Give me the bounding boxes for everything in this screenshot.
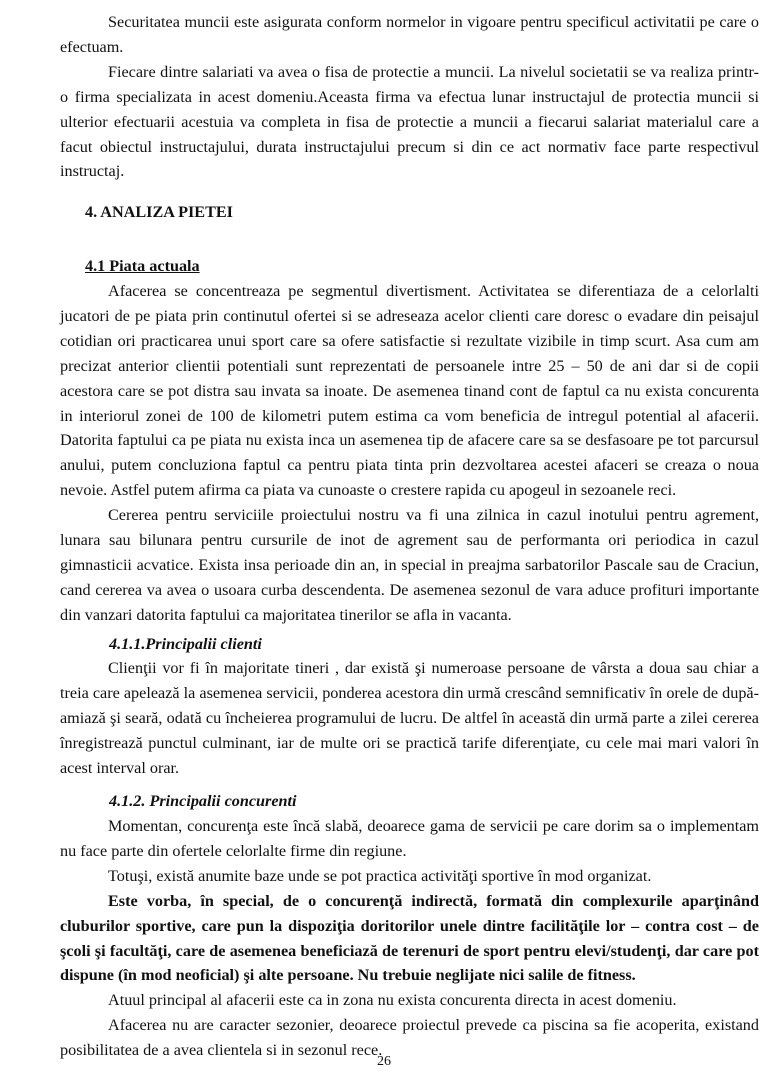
- paragraph-piata-2: Cererea pentru serviciile proiectului nostru va fi una zilnica in cazul inotului pentru agrement, lunara sau bilunara pentru cursurile de inot de agrement sau de performanta ori periodica in cazul gimnasticii acvatice. Exista insa perioade din an, in special in preajma sarbatorilor Pascale sau de Craciun, cand cererea va avea o usoara curba descendenta. De asemenea sezonul de vara aduce profituri importante din vanzari datorita faptului ca majoritatea tinerilor se afla in vacanta.: [60, 506, 759, 624]
- paragraph-concurenti-1: Momentan, concurenţa este încă slabă, deoarece gama de servicii pe care dorim sa o implementam nu face parte din ofertele celorlalte firme din regiune.: [60, 817, 759, 860]
- page-number: 26: [377, 1054, 391, 1069]
- paragraph-sezonier: Afacerea nu are caracter sezonier, deoarece proiectul prevede ca piscina sa fie acoperita, existand posibilitatea de a avea clientela si in sezonul rece.: [60, 1016, 759, 1060]
- clienti-section: [60, 656, 759, 781]
- heading-concurenti: 4.1.2. Principalii concurenti: [109, 792, 297, 810]
- paragraph-securitate: Securitatea muncii este asigurata conform normelor in vigoare pentru specificul activitatii pe care o efectuam.: [60, 13, 759, 56]
- paragraph-fisa-protectie: Fiecare dintre salariati va avea o fisa de protectie a muncii. La nivelul societatii se va realiza printr-o firma specializata in acest domeniu.Aceasta firma va efectua lunar instructajul de protectia muncii si ulterior efectuarii acestuia va completa in fisa de protectie a muncii a fiecarui salariat materialul care a facut obiectul instructajului, durata instructajului precum si din ce act normativ face parte respectivul instructaj.: [60, 62, 759, 181]
- concurenti-section: [60, 814, 759, 1063]
- paragraph-piata-1: Afacerea se concentreaza pe segmentul divertisment. Activitatea se diferentiaza de a celorlalti jucatori de pe piata prin continutul ofertei si se adreseaza acelor clienti care doresc o evadare din peisajul cotidian ori practicarea unui sport care sa ofere satisfactie si rezultate vizibile in timp scurt. Asa cum am precizat anterior clientii potentiali sunt reprezentati de persoanele intre 25 – 50 de ani dar si de copii acestora care se pot distra sau invata sa inoate. De asemenea tinand cont de faptul ca nu exista concurenta in interiorul zonei de 100 de kilometri putem estima ca vom beneficia de intregul potential al afacerii. Datorita faptului ca pe piata nu exista inca un asemenea tip de afacere care sa se desfasoare pe tot parcursul anului, putem concluziona faptul ca pentru piata tinta prin dezvoltarea acestei afaceri se creaza o noua nevoie. Astfel putem afirma ca piata va cunoaste o crestere rapida cu apogeul in sezoanele reci.: [60, 282, 759, 500]
- intro-section: [60, 10, 759, 184]
- piata-section: [60, 279, 759, 628]
- paragraph-concurenta-indirecta: Este vorba, în special, de o concurenţă indirectă, formată din complexurile aparţinând cluburilor sportive, care pun la dispoziţia doritorilor unele dintre facilităţile lor – contra cost – de şcoli şi facultăţi, care de asemenea beneficiază de terenuri de sport pentru elevi/studenţi, dar care pot dispune (în mod neoficial) şi alte persoane. Nu trebuie neglijate nici salile de fitness.: [60, 891, 759, 985]
- heading-clienti: 4.1.1.Principalii clienti: [109, 635, 262, 653]
- subsection-heading: 4.1 Piata actuala: [85, 257, 200, 275]
- paragraph-atuul: Atuul principal al afacerii este ca in zona nu exista concurenta directa in acest domeniu.: [108, 991, 677, 1010]
- paragraph-concurenti-2: Totuşi, există anumite baze unde se pot practica activităţi sportive în mod organizat.: [108, 866, 652, 885]
- section-heading: 4. ANALIZA PIETEI: [85, 203, 233, 221]
- paragraph-clienti: Clienţii vor fi în majoritate tineri , dar există şi numeroase persoane de vârsta a doua sau chiar a treia care apelează la asemenea servicii, ponderea acestora din urmă crescând semnificativ în orele de după-amiază şi seară, odată cu încheierea programului de lucru. De altfel în această din urmă parte a zilei cererea înregistrează punctul culminant, iar de multe ori se practică tarife diferenţiate, cu cele mai mari valori în acest interval orar.: [60, 659, 759, 777]
